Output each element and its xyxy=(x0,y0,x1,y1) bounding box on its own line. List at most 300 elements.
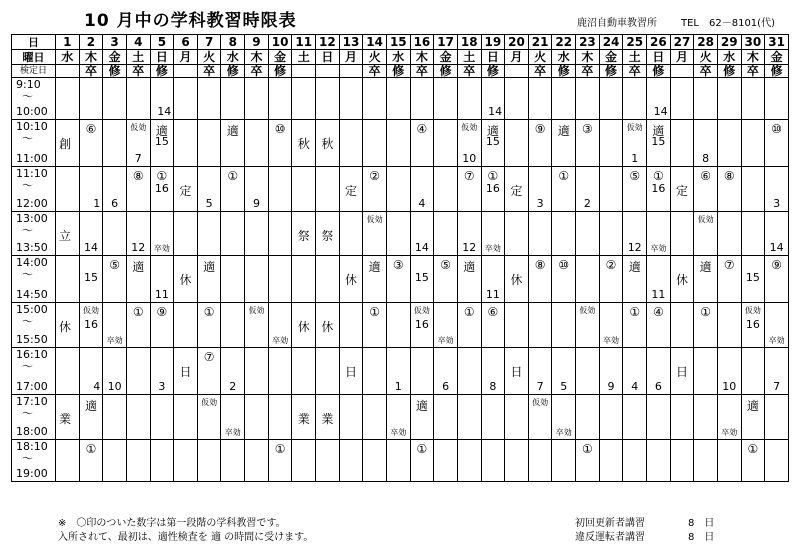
schedule-cell xyxy=(339,256,363,303)
weekday-label: 曜日 xyxy=(12,50,56,65)
day-number: 20 xyxy=(505,35,529,50)
day-number: 9 xyxy=(245,35,269,50)
schedule-cell xyxy=(765,440,789,482)
exam-mark: 修 xyxy=(221,65,245,78)
schedule-cell xyxy=(103,78,127,120)
cell-mark: 適 xyxy=(746,399,759,413)
cell-mark: 卒効 xyxy=(650,244,667,253)
schedule-cell xyxy=(599,120,623,167)
cell-mark: 祭 xyxy=(321,229,334,243)
schedule-cell xyxy=(670,212,694,256)
cell-mark: 7 xyxy=(773,380,781,393)
cell-mark: 適 xyxy=(699,260,712,274)
schedule-cell xyxy=(56,395,80,440)
cell-mark: ② xyxy=(369,169,381,183)
schedule-cell xyxy=(79,348,103,395)
cell-mark: 仮効 xyxy=(626,123,643,132)
schedule-cell xyxy=(647,395,671,440)
cell-mark: ⑥ xyxy=(85,122,97,136)
cell-mark: ① xyxy=(700,305,711,319)
schedule-cell xyxy=(599,440,623,482)
schedule-cell xyxy=(481,395,505,440)
weekday: 金 xyxy=(103,50,127,65)
weekday: 木 xyxy=(245,50,269,65)
schedule-cell xyxy=(316,256,340,303)
weekday: 日 xyxy=(481,50,505,65)
cell-mark: 10 xyxy=(722,380,737,393)
cell-mark: ① xyxy=(274,442,286,456)
cell-mark: 5 xyxy=(205,197,213,210)
schedule-cell xyxy=(79,78,103,120)
schedule-cell xyxy=(292,167,316,212)
schedule-cell xyxy=(221,303,245,348)
schedule-cell xyxy=(174,120,198,167)
schedule-cell xyxy=(481,78,505,120)
schedule-cell xyxy=(316,120,340,167)
schedule-cell xyxy=(505,440,529,482)
time-slot-row xyxy=(12,167,789,212)
cell-mark: 適 xyxy=(203,260,216,274)
schedule-cell xyxy=(410,395,434,440)
weekdays-row xyxy=(12,50,789,65)
cell-mark: ⑤ xyxy=(109,258,120,272)
cell-mark: 休 xyxy=(510,273,523,287)
weekday: 木 xyxy=(79,50,103,65)
schedule-cell xyxy=(339,440,363,482)
time-slot-label xyxy=(12,212,56,256)
cell-mark: ⑥ xyxy=(700,169,711,183)
schedule-cell xyxy=(363,120,387,167)
cell-mark: ① xyxy=(558,169,570,183)
schedule-cell xyxy=(268,78,292,120)
schedule-cell xyxy=(174,303,198,348)
schedule-cell xyxy=(434,78,458,120)
schedule-cell xyxy=(717,120,741,167)
schedule-cell xyxy=(316,348,340,395)
schedule-cell xyxy=(268,256,292,303)
schedule-cell xyxy=(623,348,647,395)
schedule-cell xyxy=(126,440,150,482)
cell-mark: ⑦ xyxy=(203,350,215,364)
schedule-cell xyxy=(505,120,529,167)
cell-mark: 5 xyxy=(560,380,568,393)
exam-mark xyxy=(670,65,694,78)
weekday: 火 xyxy=(694,50,718,65)
cell-mark: ① xyxy=(227,169,239,183)
schedule-cell xyxy=(174,256,198,303)
schedule-cell xyxy=(363,212,387,256)
schedule-cell xyxy=(316,78,340,120)
slot-tilde: 〜 xyxy=(22,224,33,237)
footnote-circled: ※ 〇印のついた数字は第一段階の学科教習です。 xyxy=(58,518,286,529)
schedule-cell xyxy=(528,395,552,440)
exam-mark xyxy=(339,65,363,78)
schedule-cell xyxy=(245,78,269,120)
schedule-cell xyxy=(339,395,363,440)
time-slot-row xyxy=(12,440,789,482)
cell-mark: 6 xyxy=(442,380,450,393)
schedule-cell xyxy=(197,78,221,120)
cell-mark: 11 xyxy=(154,288,169,301)
schedule-cell xyxy=(741,440,765,482)
schedule-cell xyxy=(197,167,221,212)
cell-mark: 14 xyxy=(653,105,668,118)
cell-mark: ③ xyxy=(392,258,404,272)
schedule-cell xyxy=(103,167,127,212)
cell-mark: ⑤ xyxy=(629,169,641,183)
schedule-cell xyxy=(150,395,174,440)
day-number: 17 xyxy=(434,35,458,50)
schedule-cell xyxy=(552,167,576,212)
cell-mark: 15 xyxy=(154,135,169,148)
schedule-cell xyxy=(363,395,387,440)
schedule-cell xyxy=(528,440,552,482)
schedule-cell xyxy=(150,348,174,395)
schedule-cell xyxy=(245,395,269,440)
cell-mark: 2 xyxy=(583,197,591,210)
schedule-cell xyxy=(197,256,221,303)
cell-mark: 6 xyxy=(654,380,662,393)
schedule-cell xyxy=(150,167,174,212)
cell-mark: 14 xyxy=(488,105,503,118)
schedule-cell xyxy=(79,395,103,440)
schedule-cell xyxy=(221,440,245,482)
schedule-cell xyxy=(79,256,103,303)
schedule-cell xyxy=(292,120,316,167)
schedule-cell xyxy=(505,348,529,395)
cell-mark: 創 xyxy=(59,137,72,151)
schedule-cell xyxy=(599,167,623,212)
schedule-cell xyxy=(670,348,694,395)
day-number: 13 xyxy=(339,35,363,50)
exam-mark: 卒 xyxy=(741,65,765,78)
day-number: 6 xyxy=(174,35,198,50)
time-slot-row xyxy=(12,348,789,395)
cell-mark: 日 xyxy=(510,365,523,379)
schedule-cell xyxy=(316,303,340,348)
schedule-cell xyxy=(363,348,387,395)
page-title: 10 月中の学科教習時限表 xyxy=(84,11,297,31)
schedule-cell xyxy=(765,212,789,256)
schedule-cell xyxy=(386,256,410,303)
weekday: 水 xyxy=(386,50,410,65)
schedule-cell xyxy=(150,303,174,348)
day-number: 12 xyxy=(316,35,340,50)
schedule-cell xyxy=(481,167,505,212)
schedule-cell xyxy=(103,395,127,440)
schedule-cell xyxy=(576,120,600,167)
cell-mark: 3 xyxy=(536,197,544,210)
cell-mark: 12 xyxy=(131,241,146,254)
schedule-cell xyxy=(221,395,245,440)
phone-number: TEL 62－8101(代) xyxy=(681,18,775,29)
schedule-cell xyxy=(79,212,103,256)
schedule-cell xyxy=(316,440,340,482)
cell-mark: ① xyxy=(463,305,475,319)
schedule-cell xyxy=(126,167,150,212)
cell-mark: ⑩ xyxy=(558,258,570,272)
exam-mark: 修 xyxy=(717,65,741,78)
exam-mark: 卒 xyxy=(576,65,600,78)
schedule-cell xyxy=(434,120,458,167)
slot-end-time: 15:50 xyxy=(16,333,48,346)
cell-mark: 16 xyxy=(745,318,760,331)
weekday: 水 xyxy=(552,50,576,65)
schedule-cell xyxy=(386,167,410,212)
cell-mark: 祭 xyxy=(297,229,310,243)
schedule-cell xyxy=(339,303,363,348)
weekday: 木 xyxy=(741,50,765,65)
cell-mark: ① xyxy=(85,442,97,456)
cell-mark: 卒効 xyxy=(390,428,407,437)
schedule-cell xyxy=(741,212,765,256)
cell-mark: 3 xyxy=(158,380,166,393)
renewal-course-days: 8 日 xyxy=(688,518,715,529)
cell-mark: 卒効 xyxy=(272,336,289,345)
schedule-cell xyxy=(79,440,103,482)
cell-mark: 休 xyxy=(179,273,192,287)
schedule-cell xyxy=(576,395,600,440)
time-slot-label xyxy=(12,440,56,482)
cell-mark: 適 xyxy=(84,399,97,413)
cell-mark: 業 xyxy=(297,412,310,426)
schedule-cell xyxy=(386,395,410,440)
cell-mark: 7 xyxy=(134,152,142,165)
schedule-cell xyxy=(339,212,363,256)
schedule-cell xyxy=(552,120,576,167)
weekday: 月 xyxy=(505,50,529,65)
schedule-cell xyxy=(245,120,269,167)
schedule-cell xyxy=(268,348,292,395)
time-slot-label xyxy=(12,303,56,348)
schedule-cell xyxy=(623,395,647,440)
cell-mark: 適 xyxy=(463,260,476,274)
schedule-cell xyxy=(457,256,481,303)
weekday: 金 xyxy=(599,50,623,65)
day-number: 24 xyxy=(599,35,623,50)
cell-mark: 3 xyxy=(773,197,781,210)
schedule-cell xyxy=(528,348,552,395)
schedule-cell xyxy=(552,78,576,120)
schedule-cell xyxy=(528,78,552,120)
day-number: 28 xyxy=(694,35,718,50)
schedule-cell xyxy=(576,303,600,348)
schedule-cell xyxy=(268,212,292,256)
cell-mark: 適 xyxy=(652,124,665,138)
slot-end-time: 13:50 xyxy=(16,241,48,254)
schedule-cell xyxy=(528,303,552,348)
schedule-cell xyxy=(410,167,434,212)
weekday: 木 xyxy=(576,50,600,65)
cell-mark: 適 xyxy=(226,124,239,138)
schedule-cell xyxy=(221,348,245,395)
cell-mark: 14 xyxy=(414,241,429,254)
cell-mark: 仮効 xyxy=(366,215,383,224)
cell-mark: ① xyxy=(582,442,593,456)
schedule-cell xyxy=(717,348,741,395)
cell-mark: 15 xyxy=(83,271,98,284)
slot-end-time: 12:00 xyxy=(16,197,48,210)
schedule-cell xyxy=(292,395,316,440)
exam-mark xyxy=(292,65,316,78)
slot-end-time: 10:00 xyxy=(16,105,48,118)
schedule-cell xyxy=(150,256,174,303)
schedule-cell xyxy=(103,440,127,482)
schedule-cell xyxy=(599,256,623,303)
schedule-cell xyxy=(670,167,694,212)
slot-start-time: 9:10 xyxy=(16,78,41,91)
schedule-table xyxy=(11,34,789,482)
schedule-cell xyxy=(245,348,269,395)
cell-mark: 仮効 xyxy=(82,306,99,315)
schedule-cell xyxy=(457,395,481,440)
schedule-cell xyxy=(434,395,458,440)
day-number: 4 xyxy=(126,35,150,50)
day-number: 11 xyxy=(292,35,316,50)
exam-mark: 修 xyxy=(481,65,505,78)
schedule-cell xyxy=(481,440,505,482)
school-name: 鹿沼自動車教習所 xyxy=(577,18,657,29)
day-number: 14 xyxy=(363,35,387,50)
cell-mark: 仮効 xyxy=(248,306,265,315)
schedule-cell xyxy=(647,440,671,482)
cell-mark: 日 xyxy=(179,365,192,379)
schedule-cell xyxy=(386,303,410,348)
schedule-cell xyxy=(386,120,410,167)
schedule-cell xyxy=(316,212,340,256)
schedule-cell xyxy=(434,256,458,303)
slot-end-time: 17:00 xyxy=(16,380,48,393)
schedule-cell xyxy=(670,303,694,348)
schedule-cell xyxy=(717,256,741,303)
schedule-cell xyxy=(505,303,529,348)
cell-mark: ⑨ xyxy=(771,258,782,272)
slot-tilde: 〜 xyxy=(22,90,33,103)
weekday: 水 xyxy=(221,50,245,65)
cell-mark: 適 xyxy=(155,124,168,138)
exam-mark: 修 xyxy=(599,65,623,78)
day-number: 7 xyxy=(197,35,221,50)
exam-mark xyxy=(505,65,529,78)
cell-mark: 休 xyxy=(345,273,358,287)
cell-mark: 卒効 xyxy=(484,244,501,253)
slot-end-time: 18:00 xyxy=(16,425,48,438)
cell-mark: 日 xyxy=(675,365,688,379)
cell-mark: 14 xyxy=(157,105,172,118)
schedule-cell xyxy=(410,440,434,482)
cell-mark: 9 xyxy=(252,197,260,210)
schedule-cell xyxy=(410,303,434,348)
schedule-cell xyxy=(647,212,671,256)
slot-start-time: 13:00 xyxy=(16,212,48,225)
cell-mark: ① xyxy=(369,305,381,319)
schedule-cell xyxy=(79,303,103,348)
schedule-cell xyxy=(717,212,741,256)
schedule-cell xyxy=(599,348,623,395)
schedule-cell xyxy=(56,348,80,395)
cell-mark: 立 xyxy=(59,229,72,243)
schedule-cell xyxy=(292,256,316,303)
cell-mark: 適 xyxy=(628,260,641,274)
schedule-cell xyxy=(197,440,221,482)
slot-tilde: 〜 xyxy=(22,268,33,281)
schedule-cell xyxy=(576,78,600,120)
cell-mark: ⑧ xyxy=(723,169,735,183)
weekday: 日 xyxy=(150,50,174,65)
cell-mark: 15 xyxy=(745,271,760,284)
cell-mark: 16 xyxy=(485,182,500,195)
exam-mark: 卒 xyxy=(245,65,269,78)
schedule-cell xyxy=(741,303,765,348)
weekday: 金 xyxy=(268,50,292,65)
slot-end-time: 19:00 xyxy=(16,467,48,480)
schedule-cell xyxy=(552,348,576,395)
schedule-cell xyxy=(457,212,481,256)
cell-mark: 10 xyxy=(462,152,477,165)
cell-mark: ⑦ xyxy=(463,169,475,183)
schedule-cell xyxy=(221,167,245,212)
cell-mark: 10 xyxy=(107,380,122,393)
schedule-cell xyxy=(245,167,269,212)
cell-mark: 仮効 xyxy=(744,306,761,315)
day-number: 16 xyxy=(410,35,434,50)
time-slot-label xyxy=(12,256,56,303)
weekday: 水 xyxy=(717,50,741,65)
weekday: 月 xyxy=(670,50,694,65)
time-slot-row xyxy=(12,395,789,440)
schedule-cell xyxy=(717,440,741,482)
schedule-cell xyxy=(741,256,765,303)
schedule-cell xyxy=(694,440,718,482)
slot-start-time: 10:10 xyxy=(16,120,48,133)
time-slot-row xyxy=(12,120,789,167)
cell-mark: 仮効 xyxy=(697,215,714,224)
cell-mark: 卒効 xyxy=(768,336,785,345)
schedule-cell xyxy=(481,120,505,167)
schedule-cell xyxy=(386,348,410,395)
schedule-cell xyxy=(268,440,292,482)
exam-mark: 修 xyxy=(268,65,292,78)
cell-mark: ⑧ xyxy=(534,258,546,272)
cell-mark: 仮効 xyxy=(532,398,549,407)
cell-mark: 秋 xyxy=(297,137,310,151)
schedule-cell xyxy=(103,348,127,395)
schedule-cell xyxy=(221,120,245,167)
day-number: 22 xyxy=(552,35,576,50)
exam-mark: 卒 xyxy=(363,65,387,78)
schedule-cell xyxy=(150,120,174,167)
exam-mark: 修 xyxy=(386,65,410,78)
schedule-cell xyxy=(56,440,80,482)
schedule-cell xyxy=(741,167,765,212)
exam-mark: 卒 xyxy=(79,65,103,78)
cell-mark: 適 xyxy=(132,260,145,274)
cell-mark: ① xyxy=(416,442,428,456)
schedule-cell xyxy=(623,256,647,303)
schedule-cell xyxy=(552,303,576,348)
time-slot-row xyxy=(12,303,789,348)
cell-mark: 14 xyxy=(769,241,784,254)
cell-mark: ① xyxy=(652,169,664,183)
schedule-cell xyxy=(174,348,198,395)
schedule-cell xyxy=(174,212,198,256)
cell-mark: ⑨ xyxy=(534,122,546,136)
schedule-cell xyxy=(56,120,80,167)
cell-mark: ⑩ xyxy=(771,122,782,136)
schedule-cell xyxy=(623,212,647,256)
schedule-cell xyxy=(623,78,647,120)
schedule-cell xyxy=(363,167,387,212)
